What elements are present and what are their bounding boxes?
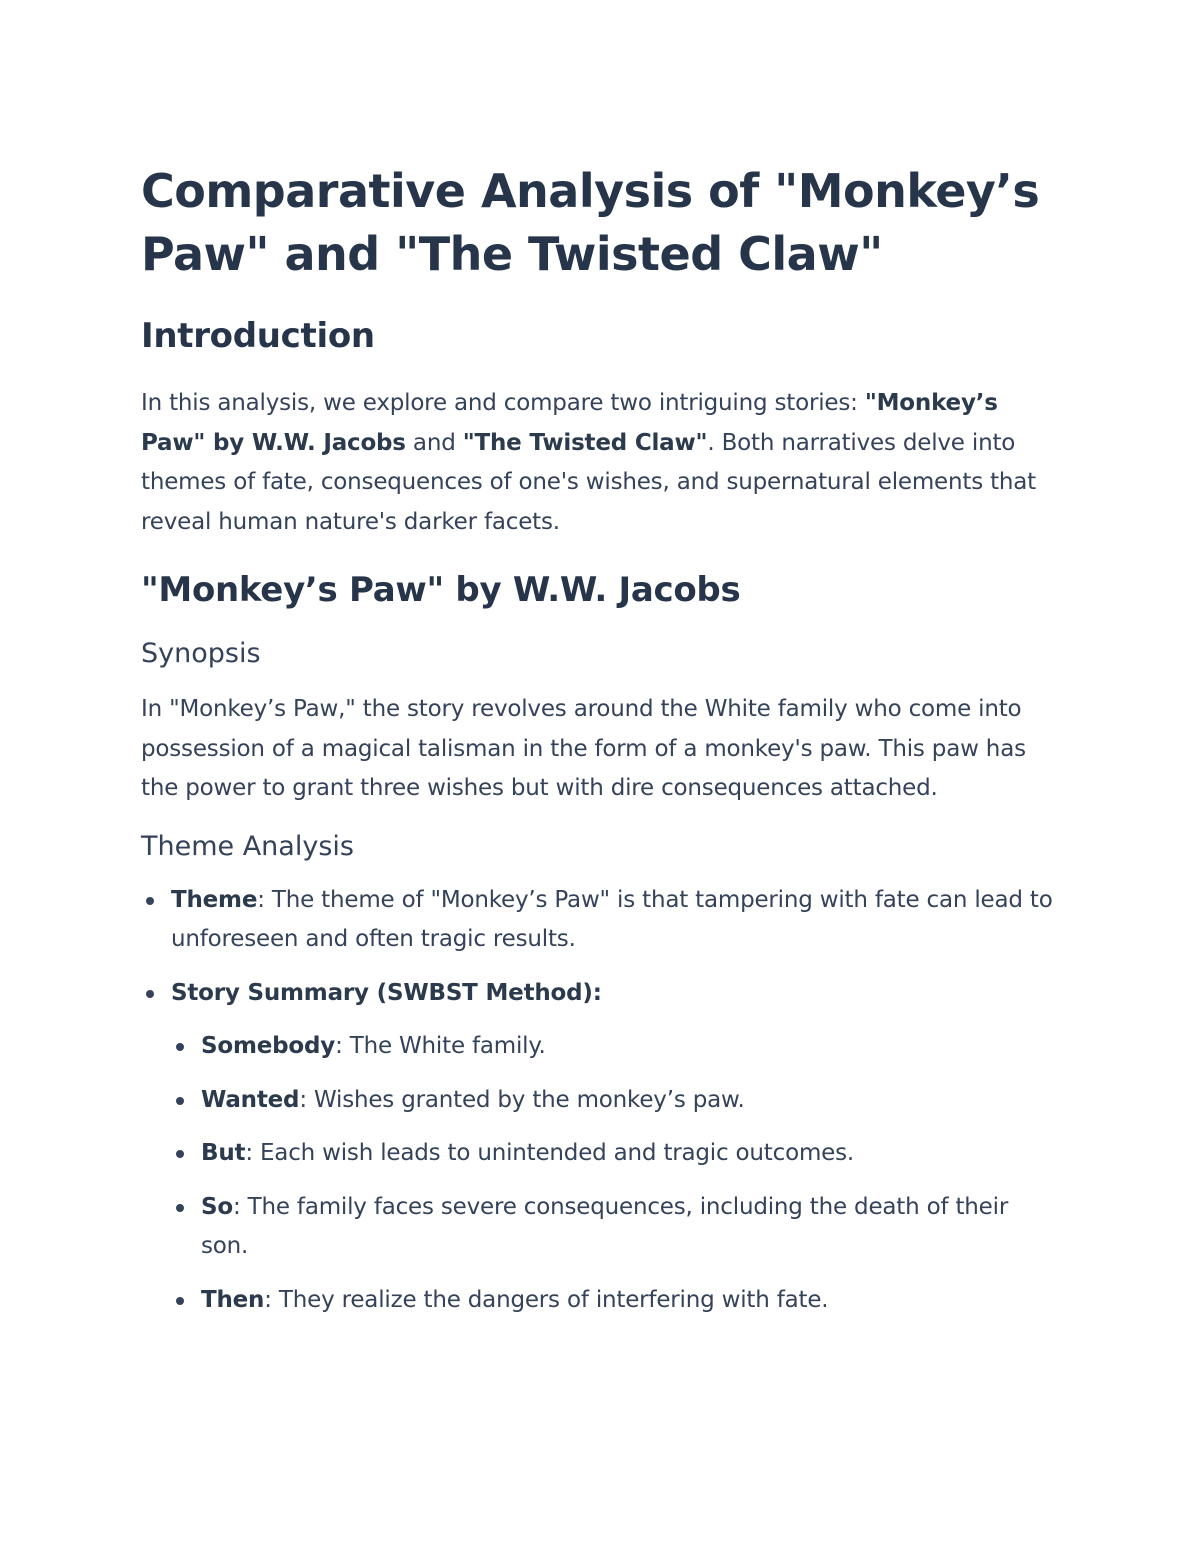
intro-bold-twisted-claw: "The Twisted Claw" [462,429,708,456]
synopsis-heading: Synopsis [141,638,261,669]
introduction-paragraph [141,384,1061,542]
somebody-label: Somebody [201,1033,336,1059]
theme-analysis-list [141,881,1061,1321]
then-label: Then [201,1286,265,1313]
bullet-icon [176,1150,184,1158]
list-item-so [201,1188,1061,1267]
monkeys-paw-heading: "Monkey’s Paw" by W.W. Jacobs [141,570,741,610]
intro-text-2: and [405,429,463,456]
but-text: : Each wish leads to unintended and tragic outcomes. [245,1140,854,1166]
list-item-theme [171,881,1061,960]
bullet-icon [176,1204,184,1212]
bullet-icon [146,990,154,998]
bullet-icon [146,897,154,905]
intro-text-1: In this analysis, we explore and compare two intriguing stories: [141,390,865,416]
list-item-wanted [201,1081,1061,1121]
intro-text-3: . Both narratives delve into themes of fate, consequences of one's wishes, and supernatural elements that reveal human nature's darker facets. [141,429,1036,535]
bullet-icon [176,1297,184,1305]
list-item-then [201,1281,1061,1321]
wanted-label: Wanted [201,1086,300,1113]
bullet-icon [176,1097,184,1105]
synopsis-paragraph: In "Monkey’s Paw," the story revolves around the White family who come into possession of a magical talisman in the form of a monkey's paw. This paw has the power to grant three wishes but with dire consequences attached. [141,696,1026,801]
theme-text: : The theme of "Monkey’s Paw" is that tampering with fate can lead to unforeseen and often tragic results. [171,886,1053,952]
list-item-but [201,1134,1061,1174]
list-item-story-summary [171,974,1061,1321]
theme-label: Theme [171,886,258,913]
intro-bold-monkeys-paw: "Monkey’s Paw" by W.W. Jacobs [141,390,998,456]
document-title: Comparative Analysis of "Monkey’s Paw" and "The Twisted Claw" [141,164,1040,281]
wanted-text: : Wishes granted by the monkey’s paw. [299,1086,745,1113]
list-item-somebody [201,1027,1061,1067]
but-label: But [201,1140,246,1166]
theme-analysis-heading: Theme Analysis [141,830,354,862]
introduction-heading: Introduction [141,316,375,356]
bullet-icon [176,1043,184,1051]
then-text: : They realize the dangers of interfering with fate. [264,1286,829,1313]
so-label: So [201,1193,233,1220]
so-text: : The family faces severe consequences, including the death of their son. [201,1193,1009,1259]
swbst-list [171,1027,1061,1320]
somebody-text: : The White family. [335,1033,546,1059]
story-summary-label: Story Summary (SWBST Method): [171,979,602,1006]
document-page [141,160,1061,1320]
